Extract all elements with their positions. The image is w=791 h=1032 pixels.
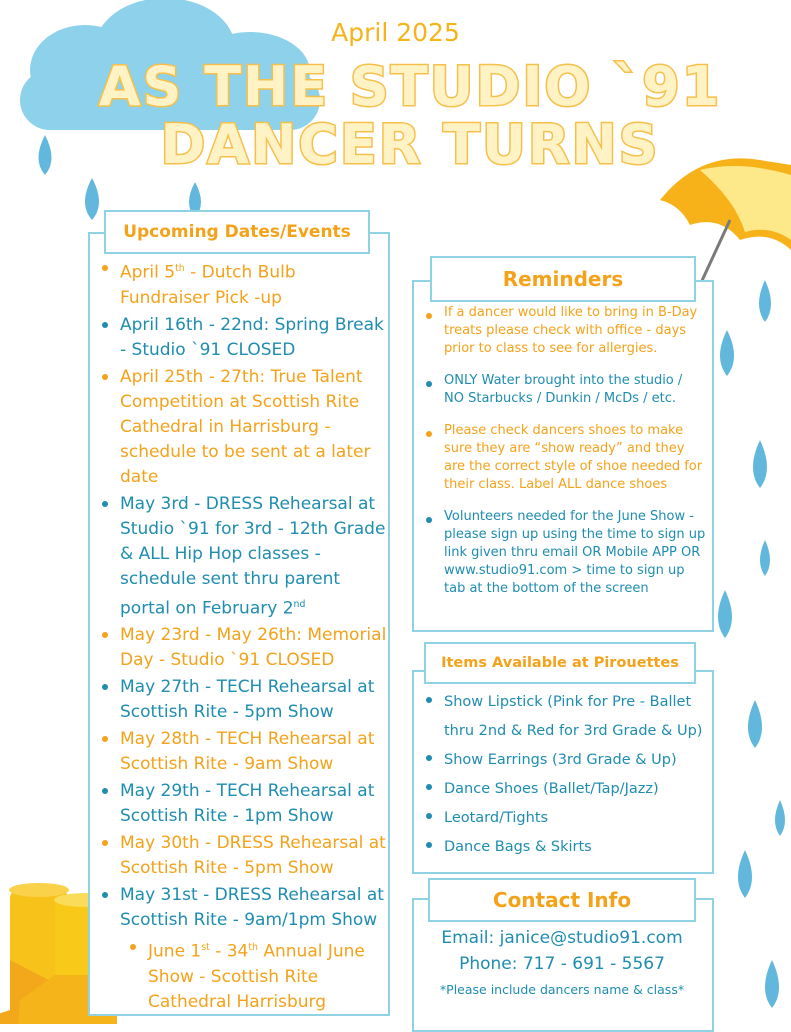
pirouettes-list: [414, 688, 710, 862]
pirouettes-item: Leotard/Tights: [414, 804, 710, 833]
contact-note: *Please include dancers name & class*: [439, 982, 685, 997]
upcoming-events-heading: Upcoming Dates/Events: [104, 210, 370, 254]
newsletter-title: [90, 55, 730, 176]
reminder-item: Please check dancers shoes to make sure they are “show ready” and they are the correct style of shoe needed for their class. Label ALL dance shoes: [414, 422, 706, 494]
event-item: May 27th - TECH Rehearsal at Scottish Rite - 5pm Show: [90, 675, 390, 725]
pirouettes-heading: Items Available at Pirouettes: [424, 642, 696, 684]
newsletter-month: April 2025: [331, 18, 460, 47]
event-item: June 1st - 34th Annual June Show - Scottish Rite Cathedral Harrisburg: [90, 935, 390, 1015]
reminder-item: If a dancer would like to bring in B-Day treats please check with office - days prior to class to see for allergies.: [414, 304, 706, 358]
event-item: April 25th - 27th: True Talent Competition at Scottish Rite Cathedral in Harrisburg - schedule to be sent at a later date: [90, 365, 390, 490]
pirouettes-item: Show Lipstick (Pink for Pre - Ballet thru 2nd & Red for 3rd Grade & Up): [414, 688, 710, 746]
event-item: May 31st - DRESS Rehearsal at Scottish Rite - 9am/1pm Show: [90, 883, 390, 933]
event-item: April 5th - Dutch Bulb Fundraiser Pick -up: [90, 256, 390, 311]
reminder-item: Volunteers needed for the June Show - please sign up using the time to sign up link given thru email OR Mobile APP OR www.studio91.com > time to sign up tab at the bottom of the screen: [414, 508, 706, 598]
contact-email: Email: janice@studio91.com: [441, 928, 683, 948]
event-item: May 28th - TECH Rehearsal at Scottish Rite - 9am Show: [90, 727, 390, 777]
event-item: May 30th - DRESS Rehearsal at Scottish Rite - 5pm Show: [90, 831, 390, 881]
reminder-item: ONLY Water brought into the studio / NO Starbucks / Dunkin / McDs / etc.: [414, 372, 706, 408]
pirouettes-item: Dance Bags & Skirts: [414, 833, 710, 862]
contact-phone: Phone: 717 - 691 - 5567: [459, 954, 665, 974]
reminders-heading: Reminders: [430, 256, 696, 302]
reminders-list: [414, 304, 706, 598]
pirouettes-item: Dance Shoes (Ballet/Tap/Jazz): [414, 775, 710, 804]
upcoming-events-list: [90, 256, 390, 1015]
title-line-2: DANCER TURNS: [160, 113, 660, 176]
event-item: May 29th - TECH Rehearsal at Scottish Rite - 1pm Show: [90, 779, 390, 829]
title-line-1: AS THE STUDIO `91: [98, 55, 722, 118]
event-item: May 3rd - DRESS Rehearsal at Studio `91 for 3rd - 12th Grade & ALL Hip Hop classes - schedule sent thru parent portal on February 2nd: [90, 492, 390, 622]
contact-heading: Contact Info: [428, 878, 696, 922]
event-item: May 23rd - May 26th: Memorial Day - Studio `91 CLOSED: [90, 623, 390, 673]
event-item: April 16th - 22nd: Spring Break - Studio `91 CLOSED: [90, 313, 390, 363]
pirouettes-item: Show Earrings (3rd Grade & Up): [414, 746, 710, 775]
